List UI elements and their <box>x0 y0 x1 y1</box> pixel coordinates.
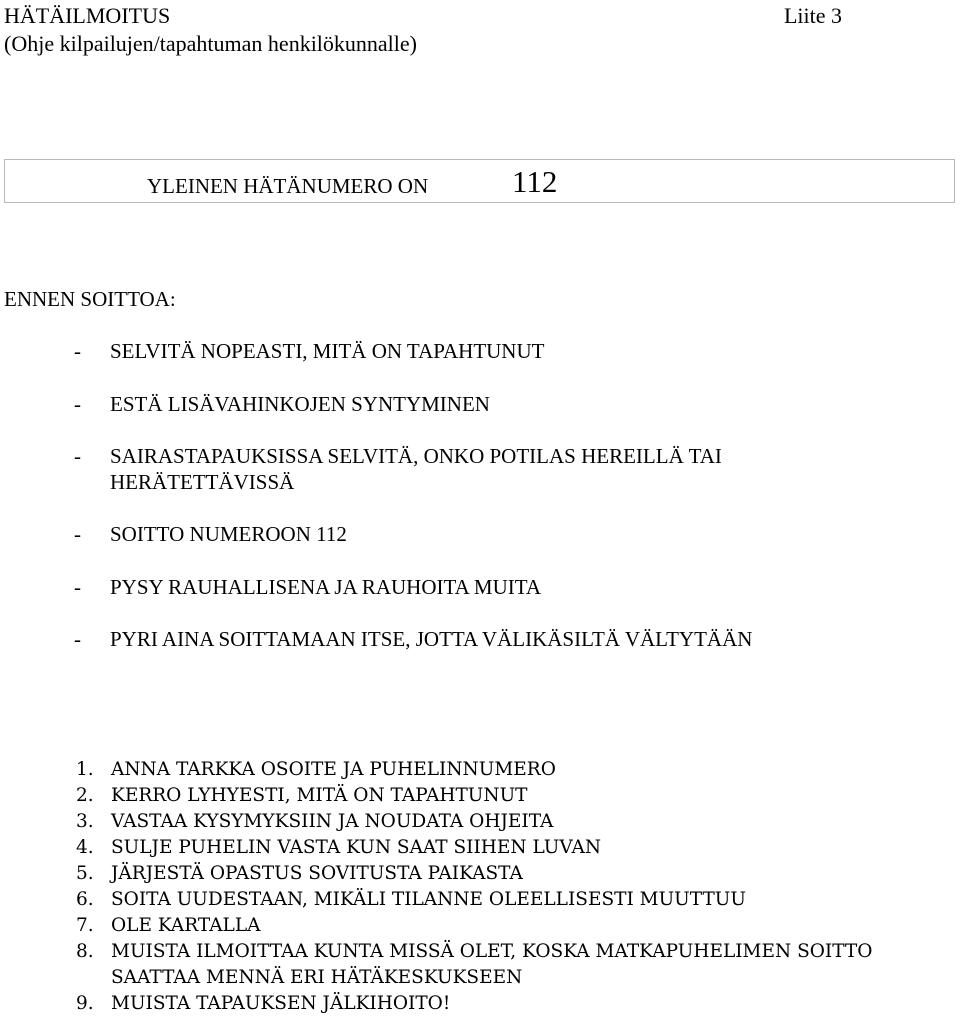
list-dash: - <box>74 627 81 651</box>
step-number: 2. <box>76 785 94 806</box>
before-calling-item-text: ESTÄ LISÄVAHINKOJEN SYNTYMINEN <box>110 392 490 416</box>
list-item <box>0 783 960 809</box>
list-item <box>0 757 960 783</box>
list-item <box>0 887 960 913</box>
list-item <box>0 809 960 835</box>
document-title: HÄTÄILMOITUS <box>4 3 171 28</box>
step-number: 8. <box>76 941 94 962</box>
step-text: JÄRJESTÄ OPASTUS SOVITUSTA PAIKASTA <box>111 863 523 884</box>
call-steps-list <box>0 757 960 1017</box>
step-text: SULJE PUHELIN VASTA KUN SAAT SIIHEN LUVAN <box>111 837 602 858</box>
step-number: 1. <box>76 759 94 780</box>
document-subtitle: (Ohje kilpailujen/tapahtuman henkilökunnalle) <box>4 31 417 56</box>
step-number: 9. <box>76 993 94 1014</box>
document-header <box>4 2 842 58</box>
step-number: 7. <box>76 915 94 936</box>
list-dash: - <box>74 575 81 599</box>
before-calling-item-text: PYRI AINA SOITTAMAAN ITSE, JOTTA VÄLIKÄSILTÄ VÄLTYTÄÄN <box>110 627 753 651</box>
list-item <box>0 835 960 861</box>
before-calling-heading: ENNEN SOITTOA: <box>4 287 176 311</box>
step-text: KERRO LYHYESTI, MITÄ ON TAPAHTUNUT <box>111 785 528 806</box>
step-number: 4. <box>76 837 94 858</box>
list-item <box>0 861 960 887</box>
step-text: ANNA TARKKA OSOITE JA PUHELINNUMERO <box>111 759 556 780</box>
step-text: OLE KARTALLA <box>111 915 261 936</box>
list-item <box>0 939 960 991</box>
emergency-number-box <box>4 159 955 203</box>
list-item <box>0 913 960 939</box>
before-calling-item-text: SAIRASTAPAUKSISSA SELVITÄ, ONKO POTILAS HEREILLÄ TAI HERÄTETTÄVISSÄ <box>110 444 722 494</box>
list-dash: - <box>74 339 81 363</box>
header-title-row <box>4 2 842 30</box>
list-dash: - <box>74 392 81 416</box>
step-number: 6. <box>76 889 94 910</box>
step-number: 3. <box>76 811 94 832</box>
list-dash: - <box>74 444 81 468</box>
step-text: VASTAA KYSYMYKSIIN JA NOUDATA OHJEITA <box>111 811 554 832</box>
before-calling-item-text: SOITTO NUMEROON 112 <box>110 522 347 546</box>
emergency-number: 112 <box>512 164 558 199</box>
step-number: 5. <box>76 863 94 884</box>
before-calling-item-text: PYSY RAUHALLISENA JA RAUHOITA MUITA <box>110 575 542 599</box>
appendix-label: Liite 3 <box>783 3 842 28</box>
list-dash: - <box>74 522 81 546</box>
list-item <box>0 991 960 1017</box>
before-calling-item-text: SELVITÄ NOPEASTI, MITÄ ON TAPAHTUNUT <box>110 339 545 363</box>
emergency-number-label: YLEINEN HÄTÄNUMERO ON <box>147 174 429 198</box>
step-text: SOITA UUDESTAAN, MIKÄLI TILANNE OLEELLISESTI MUUTTUU <box>111 889 746 910</box>
step-text: MUISTA TAPAUKSEN JÄLKIHOITO! <box>111 993 451 1014</box>
step-text: MUISTA ILMOITTAA KUNTA MISSÄ OLET, KOSKA MATKAPUHELIMEN SOITTO SAATTAA MENNÄ ERI HÄTÄKESKUKSEEN <box>111 941 873 988</box>
